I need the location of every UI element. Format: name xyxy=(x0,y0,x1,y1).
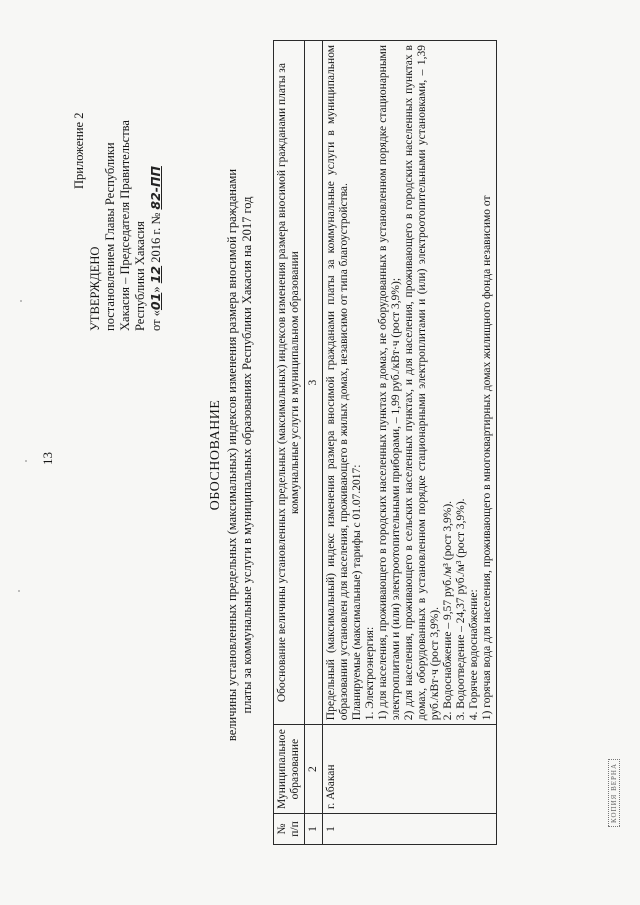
handwritten-number: 82-ПП xyxy=(148,166,163,210)
title-main: ОБОСНОВАНИЕ xyxy=(208,399,223,511)
justification-table xyxy=(273,40,497,845)
paragraph: 1. Электроэнергия: xyxy=(364,626,376,721)
approval-block xyxy=(88,71,164,331)
copy-stamp: КОПИЯ ВЕРНА xyxy=(608,759,620,827)
row-justification xyxy=(323,41,497,725)
approval-line-1: постановлением Главы Республики xyxy=(103,142,117,331)
index-cell-2: 2 xyxy=(305,725,323,814)
paragraph: 1) горячая вода для населения, проживающего в многоквартирных домах жилищного фонда независимо от xyxy=(481,195,493,721)
approval-date-line xyxy=(148,71,164,331)
table-row xyxy=(323,41,497,845)
paragraph: 4. Горячее водоснабжение: xyxy=(468,589,480,721)
document-title xyxy=(208,65,255,845)
paragraph: 2) для населения, проживающего в сельских населенных пунктах, и для населения, проживающего в городских населенных пунктах в домах, оборудованных в установленном порядке стационарными электроплитами и (или) электроотопительными установками, – 1,39 руб./кВт·ч (рост 3,9%). xyxy=(403,45,441,721)
approval-line-2: Хакасия – Председателя Правительства xyxy=(118,120,132,331)
paragraph: 2. Водоснабжение – 9,57 руб./м³ (рост 3,9%). xyxy=(442,500,454,721)
index-cell-1: 1 xyxy=(305,814,323,845)
index-cell-3: 3 xyxy=(305,41,323,725)
handwritten-day: 01 xyxy=(148,292,163,311)
paragraph: Предельный (максимальный) индекс изменения размера вносимой гражданами платы за коммунальные услуги в муниципальном образовании установлен для населения, проживающего в жилых домах, независимо от типа благоустройства. xyxy=(325,45,350,721)
table-index-row xyxy=(305,41,323,845)
paragraph: 3. Водоотведение – 24,37 руб./м³ (рост 3,9%). xyxy=(455,498,467,721)
appendix-label: Приложение 2 xyxy=(72,112,86,189)
page-number: 13 xyxy=(40,452,55,465)
row-num: 1 xyxy=(323,814,497,845)
title-line-2: платы за коммунальные услуги в муниципальных образованиях Республики Хакасия на 2017 год xyxy=(240,196,254,714)
header-num: № п/п xyxy=(274,814,305,845)
title-line-1: величины установленных предельных (максимальных) индексов изменения размера вносимой гражданами xyxy=(225,168,239,742)
row-municipality: г. Абакан xyxy=(323,725,497,814)
header-justification: Обоснование величины установленных предельных (максимальных) индексов изменения размера вносимой гражданами платы за коммунальные услуги в муниципальном образовании xyxy=(274,41,305,725)
date-mid: » xyxy=(149,283,163,293)
date-suffix: 2016 г. № xyxy=(149,212,163,266)
approved-heading: УТВЕРЖДЕНО xyxy=(88,246,102,331)
date-prefix: от « xyxy=(149,310,163,331)
approval-line-3: Республики Хакасия xyxy=(133,221,147,331)
table-header-row xyxy=(274,41,305,845)
header-municipality: Муниципальное образование xyxy=(274,725,305,814)
handwritten-month: 12 xyxy=(148,265,163,284)
paragraph: Планируемые (максимальные) тарифы с 01.07.2017: xyxy=(351,464,363,721)
paragraph: 1) для населения, проживающего в городских населенных пунктах в домах, не оборудованных в установленном порядке стационарными электроплитами и (или) электроотопительными приборами, – 1,99 руб./кВт·ч (рост 3,9%); xyxy=(377,45,402,721)
